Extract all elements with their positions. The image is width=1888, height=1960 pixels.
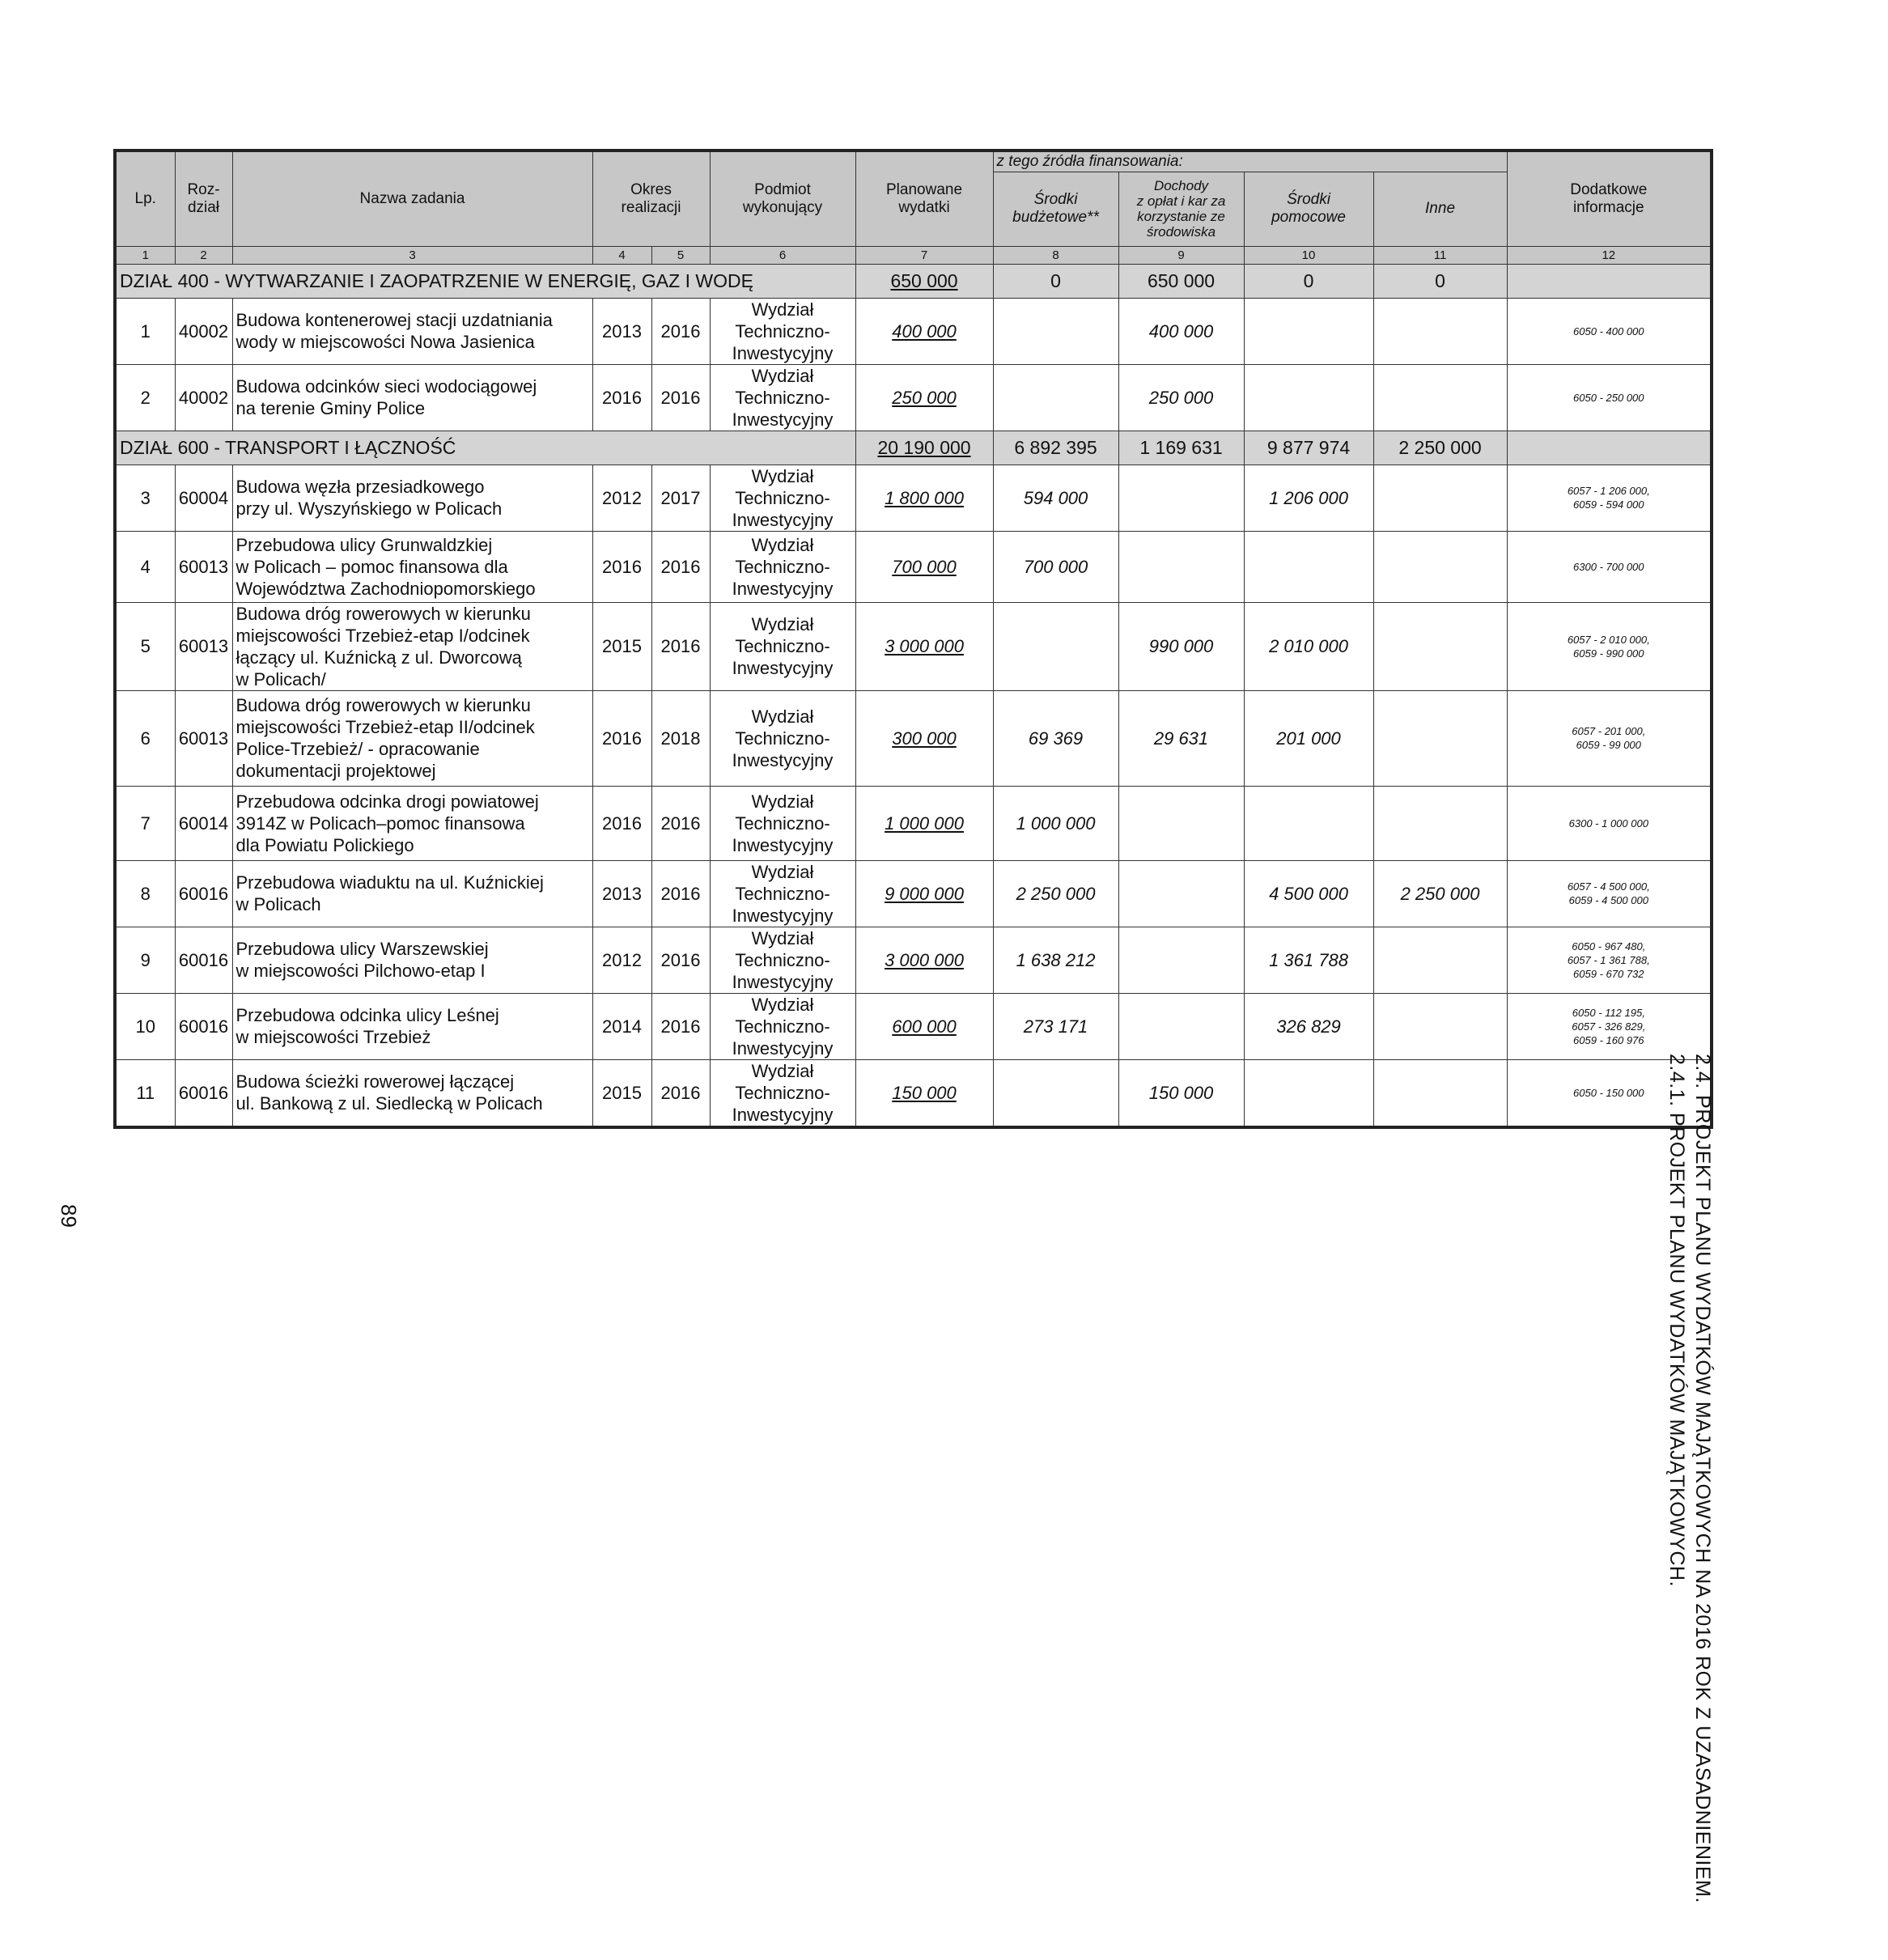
row-budzet bbox=[993, 1059, 1118, 1127]
row-od: 2016 bbox=[592, 786, 651, 860]
column-number-row bbox=[115, 246, 1712, 264]
row-do: 2016 bbox=[651, 364, 710, 431]
row-do: 2016 bbox=[651, 602, 710, 690]
column-number: 7 bbox=[855, 246, 993, 264]
row-od: 2015 bbox=[592, 602, 651, 690]
column-number: 12 bbox=[1507, 246, 1712, 264]
row-dochody: 29 631 bbox=[1118, 690, 1244, 786]
row-budzet: 69 369 bbox=[993, 690, 1118, 786]
row-podmiot: Wydział Techniczno- Inwestycyjny bbox=[710, 465, 855, 531]
row-od: 2014 bbox=[592, 993, 651, 1059]
column-number: 8 bbox=[993, 246, 1118, 264]
row-plan: 150 000 bbox=[855, 1059, 993, 1127]
row-rozdzial: 60014 bbox=[175, 786, 232, 860]
row-pomocowe bbox=[1244, 531, 1373, 602]
row-do: 2016 bbox=[651, 531, 710, 602]
row-info: 6050 - 250 000 bbox=[1507, 364, 1712, 431]
row-budzet: 1 638 212 bbox=[993, 927, 1118, 993]
row-dochody bbox=[1118, 927, 1244, 993]
row-podmiot: Wydział Techniczno- Inwestycyjny bbox=[710, 993, 855, 1059]
row-rozdzial: 60016 bbox=[175, 993, 232, 1059]
section-budzet: 6 892 395 bbox=[993, 431, 1118, 465]
row-plan: 600 000 bbox=[855, 993, 993, 1059]
row-podmiot: Wydział Techniczno- Inwestycyjny bbox=[710, 927, 855, 993]
row-nazwa: Przebudowa ulicy Grunwaldzkiej w Policach – pomoc finansowa dla Województwa Zachodniopomorskiego bbox=[232, 531, 592, 602]
row-podmiot: Wydział Techniczno- Inwestycyjny bbox=[710, 298, 855, 364]
row-do: 2016 bbox=[651, 927, 710, 993]
table-row bbox=[115, 1059, 1712, 1127]
table-row bbox=[115, 786, 1712, 860]
row-info: 6050 - 400 000 bbox=[1507, 298, 1712, 364]
table-row bbox=[115, 690, 1712, 786]
section-title: DZIAŁ 400 - WYTWARZANIE I ZAOPATRZENIE W ENERGIĘ, GAZ I WODĘ bbox=[115, 264, 855, 298]
row-pomocowe bbox=[1244, 298, 1373, 364]
row-plan: 700 000 bbox=[855, 531, 993, 602]
section-plan: 650 000 bbox=[855, 264, 993, 298]
row-lp: 10 bbox=[115, 993, 175, 1059]
header-lp: Lp. bbox=[115, 151, 175, 246]
page-number: 89 bbox=[57, 1204, 81, 1228]
row-od: 2012 bbox=[592, 927, 651, 993]
investment-expenses-table bbox=[113, 149, 1713, 1129]
section-row bbox=[115, 264, 1712, 298]
side-heading bbox=[1664, 1054, 1716, 1960]
row-budzet: 2 250 000 bbox=[993, 860, 1118, 927]
row-inne bbox=[1373, 364, 1507, 431]
row-pomocowe: 4 500 000 bbox=[1244, 860, 1373, 927]
row-dochody bbox=[1118, 531, 1244, 602]
row-inne bbox=[1373, 602, 1507, 690]
row-info: 6057 - 1 206 000, 6059 - 594 000 bbox=[1507, 465, 1712, 531]
row-nazwa: Przebudowa odcinka ulicy Leśnej w miejscowości Trzebież bbox=[232, 993, 592, 1059]
header-nazwa: Nazwa zadania bbox=[232, 151, 592, 246]
header-planowane: Planowane wydatki bbox=[855, 151, 993, 246]
row-rozdzial: 60016 bbox=[175, 860, 232, 927]
table-row bbox=[115, 993, 1712, 1059]
table-row bbox=[115, 602, 1712, 690]
row-lp: 2 bbox=[115, 364, 175, 431]
row-rozdzial: 40002 bbox=[175, 298, 232, 364]
row-podmiot: Wydział Techniczno- Inwestycyjny bbox=[710, 1059, 855, 1127]
row-inne bbox=[1373, 1059, 1507, 1127]
header-srodki-budzetowe: Środki budżetowe** bbox=[993, 172, 1118, 246]
header-dochody: Dochody z opłat i kar za korzystanie ze środowiska bbox=[1118, 172, 1244, 246]
row-pomocowe bbox=[1244, 364, 1373, 431]
column-number: 9 bbox=[1118, 246, 1244, 264]
row-do: 2016 bbox=[651, 298, 710, 364]
row-dochody: 150 000 bbox=[1118, 1059, 1244, 1127]
row-budzet: 273 171 bbox=[993, 993, 1118, 1059]
table-row bbox=[115, 927, 1712, 993]
row-info: 6050 - 112 195, 6057 - 326 829, 6059 - 160 976 bbox=[1507, 993, 1712, 1059]
row-dochody: 250 000 bbox=[1118, 364, 1244, 431]
row-inne bbox=[1373, 993, 1507, 1059]
row-info: 6300 - 700 000 bbox=[1507, 531, 1712, 602]
header-rozdzial: Roz- dział bbox=[175, 151, 232, 246]
row-lp: 7 bbox=[115, 786, 175, 860]
row-od: 2013 bbox=[592, 298, 651, 364]
row-rozdzial: 60013 bbox=[175, 602, 232, 690]
row-inne: 2 250 000 bbox=[1373, 860, 1507, 927]
row-nazwa: Budowa dróg rowerowych w kierunku miejscowości Trzebież-etap I/odcinek łączący ul. Kuźnicką z ul. Dworcową w Policach/ bbox=[232, 602, 592, 690]
column-number: 1 bbox=[115, 246, 175, 264]
row-plan: 9 000 000 bbox=[855, 860, 993, 927]
row-plan: 250 000 bbox=[855, 364, 993, 431]
row-od: 2016 bbox=[592, 690, 651, 786]
row-plan: 300 000 bbox=[855, 690, 993, 786]
heading-sub: 2.4.1. PROJEKT PLANU WYDATKÓW MAJĄTKOWYCH. bbox=[1665, 1054, 1688, 1588]
row-rozdzial: 40002 bbox=[175, 364, 232, 431]
section-row bbox=[115, 431, 1712, 465]
row-inne bbox=[1373, 927, 1507, 993]
header-inne: Inne bbox=[1373, 172, 1507, 246]
row-lp: 4 bbox=[115, 531, 175, 602]
section-info bbox=[1507, 264, 1712, 298]
column-number: 6 bbox=[710, 246, 855, 264]
row-inne bbox=[1373, 531, 1507, 602]
row-dochody bbox=[1118, 465, 1244, 531]
column-number: 5 bbox=[651, 246, 710, 264]
row-od: 2012 bbox=[592, 465, 651, 531]
row-info: 6057 - 4 500 000, 6059 - 4 500 000 bbox=[1507, 860, 1712, 927]
row-nazwa: Budowa odcinków sieci wodociągowej na terenie Gminy Police bbox=[232, 364, 592, 431]
row-od: 2015 bbox=[592, 1059, 651, 1127]
row-rozdzial: 60004 bbox=[175, 465, 232, 531]
row-info: 6050 - 967 480, 6057 - 1 361 788, 6059 - 670 732 bbox=[1507, 927, 1712, 993]
header-dodatkowe: Dodatkowe informacje bbox=[1507, 151, 1712, 246]
table-row bbox=[115, 298, 1712, 364]
row-podmiot: Wydział Techniczno- Inwestycyjny bbox=[710, 690, 855, 786]
section-title: DZIAŁ 600 - TRANSPORT I ŁĄCZNOŚĆ bbox=[115, 431, 855, 465]
table-row bbox=[115, 531, 1712, 602]
row-budzet: 700 000 bbox=[993, 531, 1118, 602]
column-number: 10 bbox=[1244, 246, 1373, 264]
row-nazwa: Przebudowa odcinka drogi powiatowej 3914Z w Policach–pomoc finansowa dla Powiatu Polickiego bbox=[232, 786, 592, 860]
row-podmiot: Wydział Techniczno- Inwestycyjny bbox=[710, 602, 855, 690]
row-dochody bbox=[1118, 860, 1244, 927]
row-od: 2016 bbox=[592, 364, 651, 431]
row-lp: 11 bbox=[115, 1059, 175, 1127]
table-row bbox=[115, 860, 1712, 927]
row-do: 2016 bbox=[651, 786, 710, 860]
row-podmiot: Wydział Techniczno- Inwestycyjny bbox=[710, 786, 855, 860]
row-pomocowe: 1 206 000 bbox=[1244, 465, 1373, 531]
section-dochody: 1 169 631 bbox=[1118, 431, 1244, 465]
row-inne bbox=[1373, 690, 1507, 786]
column-number: 3 bbox=[232, 246, 592, 264]
row-do: 2016 bbox=[651, 1059, 710, 1127]
section-pomocowe: 9 877 974 bbox=[1244, 431, 1373, 465]
row-do: 2016 bbox=[651, 860, 710, 927]
row-pomocowe: 326 829 bbox=[1244, 993, 1373, 1059]
row-podmiot: Wydział Techniczno- Inwestycyjny bbox=[710, 860, 855, 927]
row-dochody: 400 000 bbox=[1118, 298, 1244, 364]
row-rozdzial: 60013 bbox=[175, 531, 232, 602]
row-plan: 1 000 000 bbox=[855, 786, 993, 860]
row-pomocowe: 201 000 bbox=[1244, 690, 1373, 786]
row-budzet: 594 000 bbox=[993, 465, 1118, 531]
section-inne: 2 250 000 bbox=[1373, 431, 1507, 465]
row-pomocowe bbox=[1244, 1059, 1373, 1127]
row-budzet: 1 000 000 bbox=[993, 786, 1118, 860]
row-od: 2013 bbox=[592, 860, 651, 927]
row-info: 6300 - 1 000 000 bbox=[1507, 786, 1712, 860]
row-pomocowe: 2 010 000 bbox=[1244, 602, 1373, 690]
header-zrodla: z tego źródła finansowania: bbox=[993, 151, 1507, 172]
row-nazwa: Budowa węzła przesiadkowego przy ul. Wyszyńskiego w Policach bbox=[232, 465, 592, 531]
row-lp: 9 bbox=[115, 927, 175, 993]
row-plan: 1 800 000 bbox=[855, 465, 993, 531]
row-nazwa: Budowa dróg rowerowych w kierunku miejscowości Trzebież-etap II/odcinek Police-Trzebież/ - opracowanie dokumentacji projektowej bbox=[232, 690, 592, 786]
row-lp: 3 bbox=[115, 465, 175, 531]
row-pomocowe: 1 361 788 bbox=[1244, 927, 1373, 993]
row-nazwa: Budowa kontenerowej stacji uzdatniania wody w miejscowości Nowa Jasienica bbox=[232, 298, 592, 364]
row-inne bbox=[1373, 465, 1507, 531]
heading-main: 2.4. PROJEKT PLANU WYDATKÓW MAJĄTKOWYCH NA 2016 ROK Z UZASADNIENIEM. bbox=[1691, 1054, 1714, 1903]
row-dochody: 990 000 bbox=[1118, 602, 1244, 690]
row-plan: 3 000 000 bbox=[855, 927, 993, 993]
row-budzet bbox=[993, 364, 1118, 431]
row-info: 6050 - 150 000 bbox=[1507, 1059, 1712, 1127]
row-lp: 5 bbox=[115, 602, 175, 690]
header-podmiot: Podmiot wykonujący bbox=[710, 151, 855, 246]
table-row bbox=[115, 364, 1712, 431]
row-rozdzial: 60016 bbox=[175, 927, 232, 993]
row-lp: 8 bbox=[115, 860, 175, 927]
row-lp: 6 bbox=[115, 690, 175, 786]
section-plan: 20 190 000 bbox=[855, 431, 993, 465]
section-budzet: 0 bbox=[993, 264, 1118, 298]
row-dochody bbox=[1118, 786, 1244, 860]
table-body bbox=[115, 264, 1712, 1127]
row-budzet bbox=[993, 602, 1118, 690]
row-nazwa: Przebudowa ulicy Warszewskiej w miejscowości Pilchowo-etap I bbox=[232, 927, 592, 993]
row-info: 6057 - 2 010 000, 6059 - 990 000 bbox=[1507, 602, 1712, 690]
row-podmiot: Wydział Techniczno- Inwestycyjny bbox=[710, 531, 855, 602]
row-nazwa: Przebudowa wiaduktu na ul. Kuźnickiej w Policach bbox=[232, 860, 592, 927]
row-plan: 400 000 bbox=[855, 298, 993, 364]
row-rozdzial: 60016 bbox=[175, 1059, 232, 1127]
row-budzet bbox=[993, 298, 1118, 364]
column-number: 2 bbox=[175, 246, 232, 264]
row-pomocowe bbox=[1244, 786, 1373, 860]
row-inne bbox=[1373, 786, 1507, 860]
row-inne bbox=[1373, 298, 1507, 364]
section-inne: 0 bbox=[1373, 264, 1507, 298]
row-dochody bbox=[1118, 993, 1244, 1059]
row-info: 6057 - 201 000, 6059 - 99 000 bbox=[1507, 690, 1712, 786]
row-nazwa: Budowa ścieżki rowerowej łączącej ul. Bankową z ul. Siedlecką w Policach bbox=[232, 1059, 592, 1127]
row-plan: 3 000 000 bbox=[855, 602, 993, 690]
section-pomocowe: 0 bbox=[1244, 264, 1373, 298]
row-do: 2018 bbox=[651, 690, 710, 786]
row-rozdzial: 60013 bbox=[175, 690, 232, 786]
section-info bbox=[1507, 431, 1712, 465]
header-srodki-pomocowe: Środki pomocowe bbox=[1244, 172, 1373, 246]
table-row bbox=[115, 465, 1712, 531]
row-od: 2016 bbox=[592, 531, 651, 602]
row-lp: 1 bbox=[115, 298, 175, 364]
header-okres: Okres realizacji bbox=[592, 151, 710, 246]
row-podmiot: Wydział Techniczno- Inwestycyjny bbox=[710, 364, 855, 431]
section-dochody: 650 000 bbox=[1118, 264, 1244, 298]
row-do: 2016 bbox=[651, 993, 710, 1059]
column-number: 4 bbox=[592, 246, 651, 264]
column-number: 11 bbox=[1373, 246, 1507, 264]
row-do: 2017 bbox=[651, 465, 710, 531]
